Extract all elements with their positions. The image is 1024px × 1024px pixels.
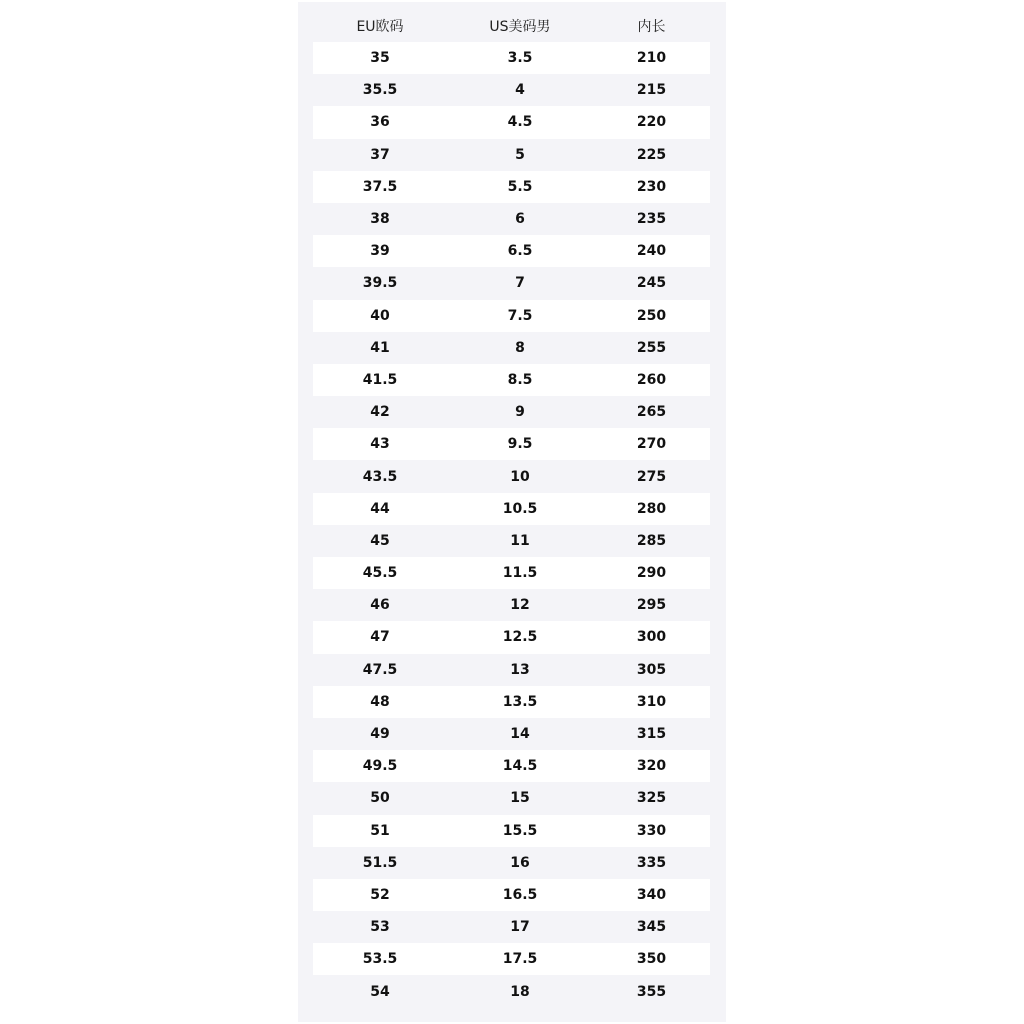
table-row — [313, 943, 710, 975]
table-row — [313, 557, 710, 589]
table-row — [313, 975, 710, 1007]
table-header-row — [313, 10, 710, 42]
cell-inner-length: 225 — [636, 146, 667, 163]
table-row — [313, 460, 710, 492]
table-row — [313, 525, 710, 557]
cell-us-men-size: 8.5 — [507, 371, 533, 388]
cell-inner-length: 285 — [636, 532, 667, 549]
size-chart-panel — [298, 2, 726, 1022]
table-row — [313, 267, 710, 299]
cell-inner-length: 355 — [636, 983, 667, 1000]
cell-eu-size: 45 — [370, 532, 390, 549]
cell-inner-length: 300 — [636, 629, 667, 646]
cell-eu-size: 49.5 — [362, 758, 398, 775]
table-row — [313, 203, 710, 235]
cell-eu-size: 44 — [370, 500, 390, 517]
cell-us-men-size: 16 — [510, 854, 530, 871]
cell-us-men-size: 17 — [510, 919, 530, 936]
cell-eu-size: 35 — [370, 50, 390, 67]
cell-us-men-size: 16.5 — [502, 886, 538, 903]
cell-eu-size: 50 — [370, 790, 390, 807]
table-row — [313, 171, 710, 203]
cell-inner-length: 220 — [636, 114, 667, 131]
cell-inner-length: 280 — [636, 500, 667, 517]
cell-inner-length: 350 — [636, 951, 667, 968]
table-row — [313, 750, 710, 782]
cell-inner-length: 295 — [636, 597, 667, 614]
cell-eu-size: 42 — [370, 404, 390, 421]
cell-eu-size: 54 — [370, 983, 390, 1000]
cell-us-men-size: 7 — [515, 275, 525, 292]
table-row — [313, 782, 710, 814]
cell-us-men-size: 11 — [510, 532, 530, 549]
cell-us-men-size: 11.5 — [502, 565, 538, 582]
cell-eu-size: 52 — [370, 886, 390, 903]
cell-us-men-size: 12 — [510, 597, 530, 614]
cell-eu-size: 35.5 — [362, 82, 398, 99]
table-row — [313, 42, 710, 74]
header-inner-length: 内长 — [637, 19, 666, 35]
cell-eu-size: 51 — [370, 822, 390, 839]
table-body — [313, 42, 710, 1008]
table-row — [313, 396, 710, 428]
cell-inner-length: 255 — [636, 339, 667, 356]
cell-eu-size: 53 — [370, 919, 390, 936]
cell-inner-length: 335 — [636, 854, 667, 871]
cell-us-men-size: 13.5 — [502, 693, 538, 710]
cell-us-men-size: 4.5 — [507, 114, 533, 131]
cell-eu-size: 43.5 — [362, 468, 398, 485]
cell-inner-length: 235 — [636, 211, 667, 228]
table-row — [313, 815, 710, 847]
table-row — [313, 718, 710, 750]
cell-inner-length: 330 — [636, 822, 667, 839]
cell-us-men-size: 12.5 — [502, 629, 538, 646]
cell-inner-length: 215 — [636, 82, 667, 99]
cell-inner-length: 265 — [636, 404, 667, 421]
cell-eu-size: 45.5 — [362, 565, 398, 582]
cell-eu-size: 37 — [370, 146, 390, 163]
cell-eu-size: 41.5 — [362, 371, 398, 388]
cell-inner-length: 320 — [636, 758, 667, 775]
cell-us-men-size: 14.5 — [502, 758, 538, 775]
cell-us-men-size: 17.5 — [502, 951, 538, 968]
cell-us-men-size: 5.5 — [507, 178, 533, 195]
cell-inner-length: 310 — [636, 693, 667, 710]
table-row — [313, 235, 710, 267]
cell-us-men-size: 15.5 — [502, 822, 538, 839]
cell-inner-length: 290 — [636, 565, 667, 582]
cell-us-men-size: 8 — [515, 339, 525, 356]
cell-us-men-size: 4 — [515, 82, 525, 99]
cell-inner-length: 340 — [636, 886, 667, 903]
table-row — [313, 493, 710, 525]
table-row — [313, 428, 710, 460]
size-table — [313, 10, 710, 1008]
cell-us-men-size: 10 — [510, 468, 530, 485]
cell-eu-size: 47 — [370, 629, 390, 646]
cell-inner-length: 260 — [636, 371, 667, 388]
cell-eu-size: 49 — [370, 726, 390, 743]
cell-inner-length: 240 — [636, 243, 667, 260]
cell-eu-size: 40 — [370, 307, 390, 324]
cell-inner-length: 305 — [636, 661, 667, 678]
cell-us-men-size: 9.5 — [507, 436, 533, 453]
cell-eu-size: 41 — [370, 339, 390, 356]
cell-eu-size: 51.5 — [362, 854, 398, 871]
cell-inner-length: 345 — [636, 919, 667, 936]
table-row — [313, 364, 710, 396]
cell-us-men-size: 3.5 — [507, 50, 533, 67]
header-us-men-size: US美码男 — [489, 19, 551, 35]
header-eu-size: EU欧码 — [356, 19, 404, 35]
cell-inner-length: 315 — [636, 726, 667, 743]
cell-eu-size: 47.5 — [362, 661, 398, 678]
cell-us-men-size: 13 — [510, 661, 530, 678]
cell-inner-length: 325 — [636, 790, 667, 807]
table-row — [313, 847, 710, 879]
cell-inner-length: 275 — [636, 468, 667, 485]
cell-eu-size: 43 — [370, 436, 390, 453]
cell-eu-size: 48 — [370, 693, 390, 710]
cell-us-men-size: 10.5 — [502, 500, 538, 517]
table-row — [313, 879, 710, 911]
table-row — [313, 911, 710, 943]
cell-us-men-size: 14 — [510, 726, 530, 743]
cell-inner-length: 230 — [636, 178, 667, 195]
cell-eu-size: 36 — [370, 114, 390, 131]
cell-us-men-size: 5 — [515, 146, 525, 163]
cell-inner-length: 250 — [636, 307, 667, 324]
table-row — [313, 686, 710, 718]
cell-us-men-size: 9 — [515, 404, 525, 421]
table-row — [313, 74, 710, 106]
cell-eu-size: 46 — [370, 597, 390, 614]
cell-eu-size: 53.5 — [362, 951, 398, 968]
cell-eu-size: 37.5 — [362, 178, 398, 195]
cell-eu-size: 39 — [370, 243, 390, 260]
cell-inner-length: 210 — [636, 50, 667, 67]
table-row — [313, 106, 710, 138]
cell-us-men-size: 6 — [515, 211, 525, 228]
cell-us-men-size: 15 — [510, 790, 530, 807]
cell-us-men-size: 6.5 — [507, 243, 533, 260]
table-row — [313, 654, 710, 686]
table-row — [313, 139, 710, 171]
cell-eu-size: 38 — [370, 211, 390, 228]
table-row — [313, 300, 710, 332]
table-row — [313, 332, 710, 364]
cell-us-men-size: 7.5 — [507, 307, 533, 324]
cell-inner-length: 245 — [636, 275, 667, 292]
cell-eu-size: 39.5 — [362, 275, 398, 292]
table-row — [313, 589, 710, 621]
table-row — [313, 621, 710, 653]
cell-inner-length: 270 — [636, 436, 667, 453]
cell-us-men-size: 18 — [510, 983, 530, 1000]
